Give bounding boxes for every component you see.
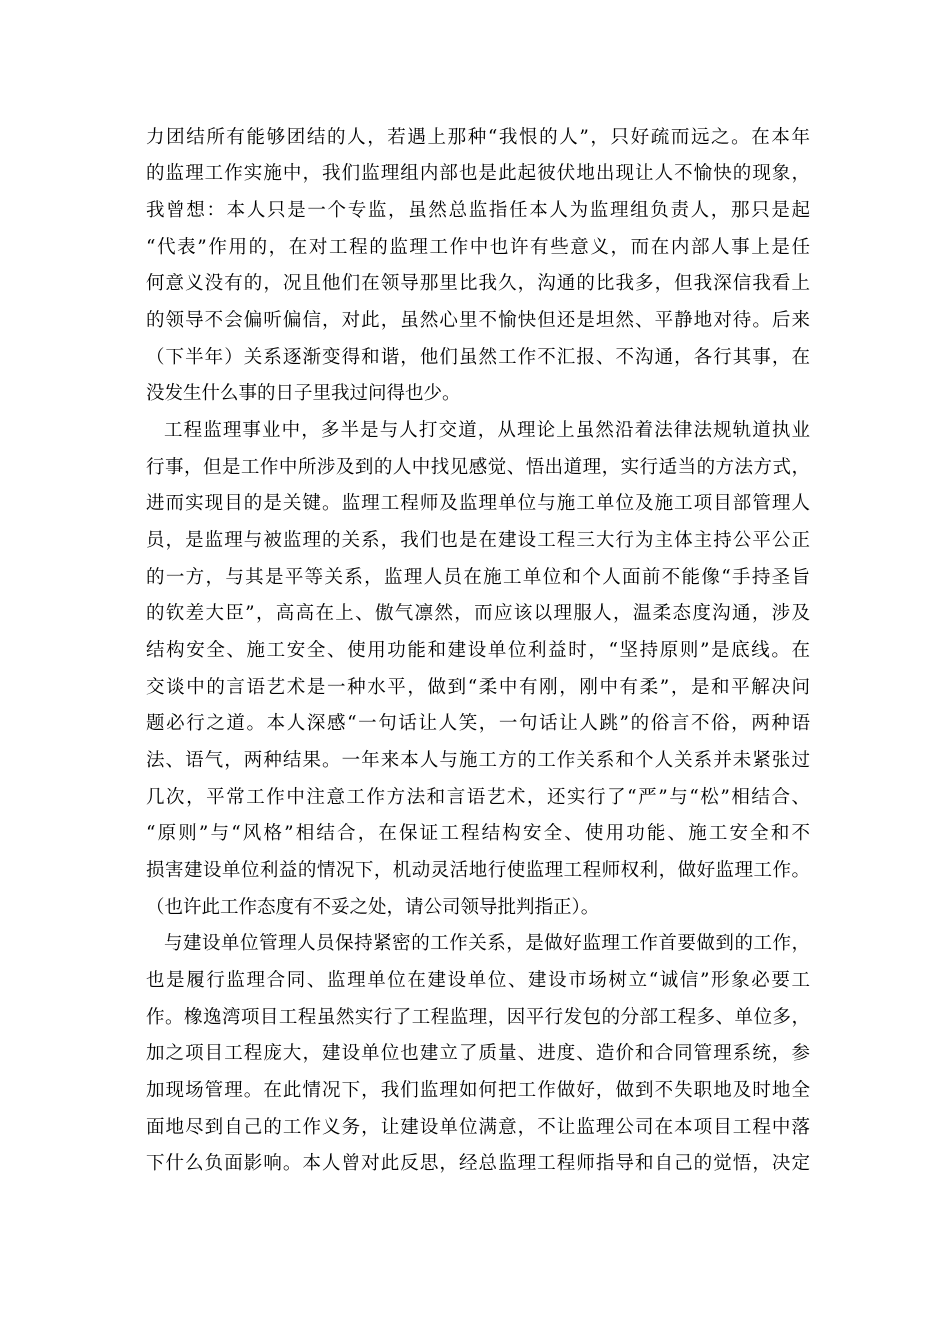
- paragraph-first-line: 工程监理事业中，多半是与人打交道，从理论上虽然沿着法律法规轨道执业: [164, 420, 810, 441]
- text-line: 的钦差大臣”，高高在上、傲气凛然，而应该以理服人，温柔态度沟通，涉及: [146, 603, 810, 624]
- text-line: “原则”与“风格”相结合，在保证工程结构安全、使用功能、施工安全和不: [146, 823, 810, 844]
- text-line: 的一方，与其是平等关系，监理人员在施工单位和个人面前不能像“手持圣旨: [146, 567, 810, 588]
- text-line: 下什么负面影响。本人曾对此反思，经总监理工程师指导和自己的觉悟，决定: [146, 1153, 810, 1174]
- text-line: 加之项目工程庞大，建设单位也建立了质量、进度、造价和合同管理系统，参: [146, 1043, 810, 1064]
- text-line: 也是履行监理合同、监理单位在建设单位、建设市场树立“诚信”形象必要工: [146, 970, 810, 991]
- text-line: 几次，平常工作中注意工作方法和言语艺术，还实行了“严”与“松”相结合、: [146, 787, 810, 808]
- text-line: 加现场管理。在此情况下，我们监理如何把工作做好，做到不失职地及时地全: [146, 1080, 810, 1101]
- paragraph-first-line: 与建设单位管理人员保持紧密的工作关系，是做好监理工作首要做到的工作，: [164, 933, 810, 954]
- text-line: 何意义没有的，况且他们在领导那里比我久，沟通的比我多，但我深信我看上: [146, 273, 810, 294]
- text-line: 法、语气，两种结果。一年来本人与施工方的工作关系和个人关系并未紧张过: [146, 750, 810, 771]
- text-line: 员，是监理与被监理的关系，我们也是在建设工程三大行为主体主持公平公正: [146, 530, 810, 551]
- text-line: 的监理工作实施中，我们监理组内部也是此起彼伏地出现让人不愉快的现象，: [146, 163, 810, 184]
- text-line: 作。橡逸湾项目工程虽然实行了工程监理，因平行发包的分部工程多、单位多，: [146, 1007, 810, 1028]
- text-line: （下半年）关系逐渐变得和谐，他们虽然工作不汇报、不沟通，各行其事，在: [146, 347, 810, 368]
- text-line: “代表”作用的，在对工程的监理工作中也许有些意义，而在内部人事上是任: [146, 237, 810, 258]
- text-line: 我曾想：本人只是一个专监，虽然总监指任本人为监理组负责人，那只是起: [146, 200, 810, 221]
- text-line: 结构安全、施工安全、使用功能和建设单位利益时，“坚持原则”是底线。在: [146, 640, 810, 661]
- text-line: 题必行之道。本人深感“一句话让人笑，一句话让人跳”的俗言不俗，两种语: [146, 713, 810, 734]
- text-line: 进而实现目的是关键。监理工程师及监理单位与施工单位及施工项目部管理人: [146, 493, 810, 514]
- text-line: 损害建设单位利益的情况下，机动灵活地行使监理工程师权利，做好监理工作。: [146, 860, 810, 881]
- text-line: 交谈中的言语艺术是一种水平，做到“柔中有刚，刚中有柔”，是和平解决问: [146, 677, 810, 698]
- text-line: 没发生什么事的日子里我过问得也少。: [146, 383, 461, 404]
- text-line: （也许此工作态度有不妥之处，请公司领导批判指正）。: [146, 897, 600, 918]
- text-line: 力团结所有能够团结的人，若遇上那种“我恨的人”，只好疏而远之。在本年: [146, 127, 810, 148]
- text-line: 的领导不会偏听偏信，对此，虽然心里不愉快但还是坦然、平静地对待。后来: [146, 310, 810, 331]
- text-line: 面地尽到自己的工作义务，让建设单位满意，不让监理公司在本项目工程中落: [146, 1117, 810, 1138]
- text-line: 行事，但是工作中所涉及到的人中找见感觉、悟出道理，实行适当的方法方式，: [146, 457, 810, 478]
